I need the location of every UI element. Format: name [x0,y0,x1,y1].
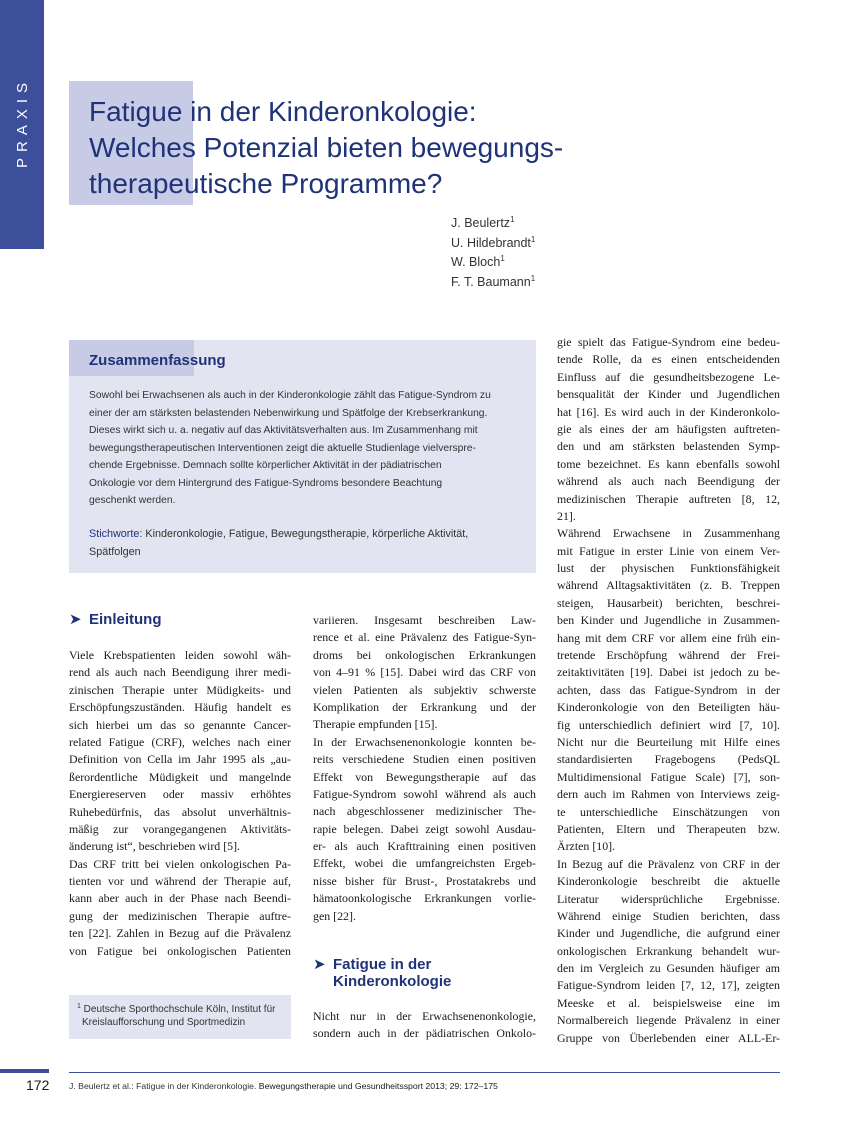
keywords [89,526,519,561]
text-line: den und am stärksten belastenden Symp- [557,439,780,454]
text-line: Fatigue-Syndrom leiden [7, 12, 17], zeigten [557,978,780,993]
keywords-text: Kinderonkologie, Fatigue, Bewegungstherapie, körperliche Aktivität, [142,528,469,540]
text-line: er- als auch Krafttraining einen positiven [313,839,536,854]
text-line: variieren. Insgesamt beschreiben Law- [313,613,536,627]
text-line: Nicht nur die Beurteilung mit Hilfe eines [557,734,780,749]
text-line: onkologischen Erkrankung behandelt wur- [557,943,780,958]
text-column-1 [69,647,291,960]
text-line: fig unterschiedlich definiert wird [7, 10]. [557,717,780,732]
footer-citation: J. Beulertz et al.: Fatigue in der Kinderonkologie. Bewegungstherapie und Gesundheitssport 2013; 29: 172–175 [69,1081,498,1091]
text-line: tienten vor und während der Therapie auf, [69,874,291,889]
footnote-marker: 1 [77,1003,81,1010]
footnote-text: Deutsche Sporthochschule Köln, Institut für [80,1004,276,1015]
text-line: droms bei onkologischen Erkrankungen [313,647,536,662]
text-line: Effekt von Bewegungstherapie auf das [313,769,536,784]
text-line: von Fatigue bei onkologischen Patienten [69,943,291,958]
text-line: zinischen Therapie unter Müdigkeits- und [69,682,291,697]
text-line: Normalbereich liegende Prävalenz in einer [557,1013,780,1028]
text-line: bensqualität der Kinder und Jugendlichen [557,387,780,402]
text-line: rend als auch nach Beendigung ihrer medi- [69,665,291,680]
text-line: Multidimensional Fatigue Scale) [7], son- [557,769,780,784]
title-line: Fatigue in der Kinderonkologie: [89,96,477,127]
abstract-line: Dieses wirkt sich u. a. negativ auf das Aktivitätsverhalten aus. Im Zusammenhang mit [89,425,478,436]
text-line: den im Vergleich zu Gesunden häufiger am [557,961,780,976]
text-line: Während einige Studien berichten, dass [557,908,780,923]
author-list [451,214,535,292]
text-line: gen [22]. [313,908,356,923]
section-heading-fatigue: ➤ Fatigue in der Kinderonkologie [313,956,452,990]
text-line: gie spielt das Fatigue-Syndrom eine bedeu- [557,335,780,349]
abstract-text [89,387,519,510]
text-line: Effekt, wobei die umfangreichsten Ergeb- [313,856,536,871]
abstract-line: Sowohl bei Erwachsenen als auch in der Kinderonkologie zählt das Fatigue-Syndrom zu [89,390,491,401]
text-line: von 4–91 % [15]. Dabei wird das CRF von [313,665,536,680]
text-line: Patienten, Eltern und Therapeuten bzw. [557,821,780,836]
text-line: achten, dass das Fatigue-Syndrom in der [557,682,780,697]
text-line: tome bezeichnet. Es kann ebenfalls sowohl [557,456,780,471]
text-line: Erschöpfungszuständen. Häufig handelt es [69,700,291,715]
text-line: während als auch nach Beendigung der [557,474,780,489]
text-line: während Alltagsaktivitäten (z. B. Treppen [557,578,780,593]
section-heading-einleitung: ➤ Einleitung [69,611,162,628]
text-line: ßerordentliche Müdigkeit und mangelnde [69,769,291,784]
text-line: related Fatigue (CRF), welches nach einer [69,734,291,749]
text-line: nisse bisher für Brust-, Prostatakrebs und [313,873,536,888]
text-line: Literatur widersprüchliche Ergebnisse. [557,891,780,906]
abstract-line: chende Ergebnisse. Demnach sollte körperlicher Aktivität in der pädiatrischen [89,460,442,471]
arrow-icon: ➤ [313,956,326,973]
author: F. T. Baumann$^1$ [451,273,536,289]
affiliation-footnote [69,995,291,1039]
text-line: Komplikation der Erkrankung und der [313,699,536,714]
text-line: lust der physischen Funktionsfähigkeit [557,561,780,576]
section-label: PRAXIS [14,76,31,168]
text-line: rapie belegen. Dabei zeigt sowohl Ausdau- [313,821,536,836]
text-line: änderung ist“, beschrieben wird [5]. [69,839,241,854]
abstract-box [69,340,536,573]
text-line: Einfluss auf die gesundheitsbezogene Le- [557,369,780,384]
text-line: ten [22]. Zahlen in Bezug auf die Prävalenz [69,926,291,941]
text-line: ben Kinder und Jugendliche in Zusammen- [557,613,780,628]
keywords-label: Stichworte: [89,528,143,540]
text-line: kann aber auch in der Phase nach Beendi- [69,891,291,906]
text-line: tende Rolle, da es einen entscheidenden [557,352,780,367]
text-line: te unterschiedliche Einschätzungen von [557,804,780,819]
text-line: rence et al. eine Prävalenz des Fatigue-Syn- [313,630,536,645]
page-number-tab [0,1069,49,1073]
text-line: vielen Patienten als subjektiv schwerste [313,682,536,697]
page-number: 172 [26,1077,50,1093]
text-line: gie als eines der am häufigsten auftreten- [557,421,780,436]
text-line: sich hierbei um das so genannte Cancer- [69,717,291,732]
footnote-text: Kreislaufforschung und Sportmedizin [82,1016,246,1028]
abstract-line: geschenkt werden. [89,495,176,506]
abstract-line: einer der am stärksten belastenden Nebenwirkung und Spätfolge der Krebserkrankung. [89,407,488,419]
text-line: nach abgeschlossener medizinischer The- [313,804,536,819]
text-line: dern auch im Rahmen von Interviews zeig- [557,787,780,802]
text-line: Meeske et al. beispielsweise eine im [557,995,780,1010]
text-line: In Bezug auf die Prävalenz von CRF in der [557,856,780,871]
author: J. Beulertz$^1$ [451,215,515,230]
text-line: Das CRF tritt bei vielen onkologischen Pa- [69,856,291,871]
text-line: Während Erwachsene in Zusammenhang [557,526,780,541]
text-line: Viele Krebspatienten leiden sowohl wäh- [69,648,291,662]
text-line: Ärzten [10]. [557,839,616,854]
text-line: Kinderonkologie von den Beteiligten häu- [557,700,780,715]
author: U. Hildebrandt$^1$ [451,234,536,250]
text-line: Therapie empfunden [15]. [313,717,438,732]
author: W. Bloch$^1$ [451,254,505,269]
article-title [89,94,689,202]
arrow-icon: ➤ [69,611,82,628]
abstract-heading: Zusammenfassung [89,352,226,369]
title-line: Welches Potenzial bieten bewegungs- [89,132,564,163]
abstract-line: bewegungstherapeutischen Interventionen zeigt die aktuelle Studienlage vielverspre- [89,442,476,454]
text-line: reits verschiedene Studien einen positiven [313,752,536,767]
text-line: standardisierten Fragebogens (PedsQL [557,752,780,767]
text-line: Fatigue-Syndrom sowohl während als auch [313,786,536,801]
text-line: tretende Erschöpfung während der Frei- [557,648,780,663]
text-column-2-continued [313,1008,536,1043]
text-line: hang mit dem CRF vor allem eine früh ein- [557,630,780,645]
title-line: therapeutische Programme? [89,168,443,199]
text-line: 21]. [557,508,576,523]
abstract-line: Onkologie vor dem Hintergrund des Fatigue-Syndroms besondere Beachtung [89,477,443,489]
text-line: mit Fatigue in erster Linie von einem Ver- [557,543,780,558]
text-line: Definition von Cella im Jahr 1995 als „au- [69,752,291,767]
text-line: Kinder und Jugendliche, die aufgrund einer [557,926,780,941]
text-line: sondern auch in der pädiatrischen Onkolo- [313,1026,536,1041]
text-line: hat [16]. Es wird auch in der Kinderonkolo- [557,404,780,419]
text-line: Kinderonkologie beschreibt die aktuelle [557,874,780,889]
section-sidebar [0,0,44,249]
footer-rule [69,1072,780,1073]
text-line: steigen, Hausarbeit) berichten, beschrei- [557,595,780,610]
text-line: Ruhebedürfnis, das absolut unverhältnis- [69,804,291,819]
keywords-text: Spätfolgen [89,545,141,558]
text-line: Gruppe von Überlebenden einer ALL-Er- [557,1030,780,1045]
text-line: In der Erwachsenenonkologie konnten be- [313,734,536,749]
text-line: zeitaktivitäten [19]. Dabei ist jedoch zu be- [557,665,780,680]
text-line: Energiereserven oder massiv erhöhtes [69,787,291,802]
text-line: mäßig zur vorangegangenen Aktivitäts- [69,821,291,836]
text-column-2 [313,612,536,925]
text-line: medizinischen Therapie auftreten [8, 12, [557,491,780,506]
text-line: Nicht nur in der Erwachsenenonkologie, [313,1009,536,1023]
text-column-3 [557,334,780,1047]
text-line: gung der medizinischen Therapie auftre- [69,908,291,923]
text-line: hämatoonkologische Erkrankungen vorlie- [313,891,536,906]
